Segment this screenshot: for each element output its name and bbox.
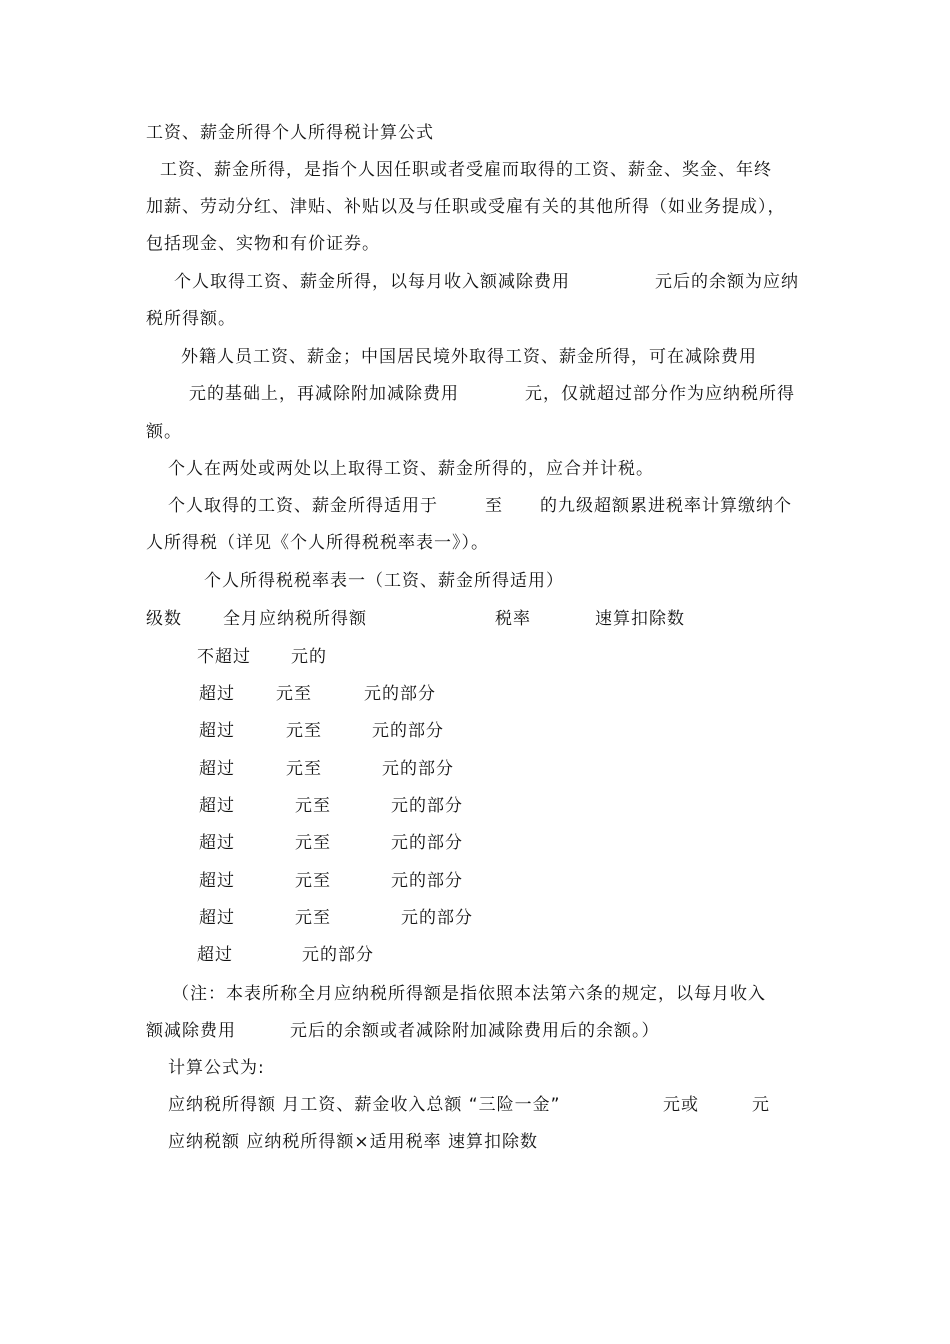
table-header-income: 全月应纳税所得额 [223, 609, 367, 629]
table-row-4-c: 元的部分 [382, 759, 454, 779]
table-row-5-a: 超过 [199, 796, 235, 816]
note-line-2b: 元后的余额或者减除附加减除费用后的余额。） [290, 1021, 660, 1041]
table-row-3-b: 元至 [286, 721, 322, 741]
document-title: 工资、薪金所得个人所得税计算公式 [146, 123, 434, 143]
table-title: 个人所得税税率表一（工资、薪金所得适用） [204, 571, 564, 591]
rates-intro-line-1a: 个人取得的工资、薪金所得适用于 [168, 496, 438, 516]
note-line-2a: 额减除费用 [146, 1021, 236, 1041]
definition-line-1: 工资、薪金所得，是指个人因任职或者受雇而取得的工资、薪金、奖金、年终 [160, 160, 772, 180]
table-row-9-b: 元的部分 [302, 945, 374, 965]
foreign-line-1: 外籍人员工资、薪金；中国居民境外取得工资、薪金所得，可在减除费用 [181, 347, 757, 367]
table-row-3-a: 超过 [199, 721, 235, 741]
deduction-line-1b: 元后的余额为应纳 [655, 272, 799, 292]
table-row-4-b: 元至 [286, 759, 322, 779]
formula-line-1a: 应纳税所得额 月工资、薪金收入总额 “三险一金” [168, 1095, 561, 1115]
table-row-7-b: 元至 [295, 871, 331, 891]
note-line-1: （注：本表所称全月应纳税所得额是指依照本法第六条的规定，以每月收入 [172, 984, 766, 1004]
table-row-5-b: 元至 [295, 796, 331, 816]
rates-intro-line-1b: 至 [485, 496, 503, 516]
rates-intro-line-2: 人所得税（详见《个人所得税税率表一》）。 [146, 533, 489, 553]
table-row-8-a: 超过 [199, 908, 235, 928]
table-row-4-a: 超过 [199, 759, 235, 779]
table-row-7-a: 超过 [199, 871, 235, 891]
table-row-6-c: 元的部分 [391, 833, 463, 853]
table-row-9-a: 超过 [197, 945, 233, 965]
combined-tax-line: 个人在两处或两处以上取得工资、薪金所得的，应合并计税。 [168, 459, 654, 479]
formula-line-1b: 元或 [663, 1095, 699, 1115]
table-row-2-c: 元的部分 [364, 684, 436, 704]
table-header-rate: 税率 [495, 609, 531, 629]
table-row-2-a: 超过 [199, 684, 235, 704]
definition-line-2: 加薪、劳动分红、津贴、补贴以及与任职或受雇有关的其他所得（如业务提成）， [146, 197, 786, 217]
deduction-line-2: 税所得额。 [146, 309, 236, 329]
table-row-5-c: 元的部分 [391, 796, 463, 816]
table-row-8-c: 元的部分 [401, 908, 473, 928]
foreign-line-2a: 元的基础上，再减除附加减除费用 [189, 384, 459, 404]
formula-line-1c: 元 [752, 1095, 770, 1115]
table-row-8-b: 元至 [295, 908, 331, 928]
table-header-deduction: 速算扣除数 [595, 609, 685, 629]
foreign-line-2b: 元，仅就超过部分作为应纳税所得 [525, 384, 795, 404]
table-row-1-b: 元的 [291, 647, 327, 667]
table-row-6-a: 超过 [199, 833, 235, 853]
deduction-line-1a: 个人取得工资、薪金所得，以每月收入额减除费用 [174, 272, 570, 292]
table-row-1-a: 不超过 [197, 647, 251, 667]
foreign-line-3: 额。 [146, 422, 182, 442]
rates-intro-line-1c: 的九级超额累进税率计算缴纳个 [540, 496, 792, 516]
formula-line-2: 应纳税额 应纳税所得额×适用税率 速算扣除数 [168, 1132, 539, 1152]
table-row-2-b: 元至 [276, 684, 312, 704]
table-row-3-c: 元的部分 [372, 721, 444, 741]
table-header-level: 级数 [146, 609, 182, 629]
definition-line-3: 包括现金、实物和有价证券。 [146, 234, 380, 254]
formula-label: 计算公式为: [168, 1058, 265, 1078]
table-row-6-b: 元至 [295, 833, 331, 853]
table-row-7-c: 元的部分 [391, 871, 463, 891]
